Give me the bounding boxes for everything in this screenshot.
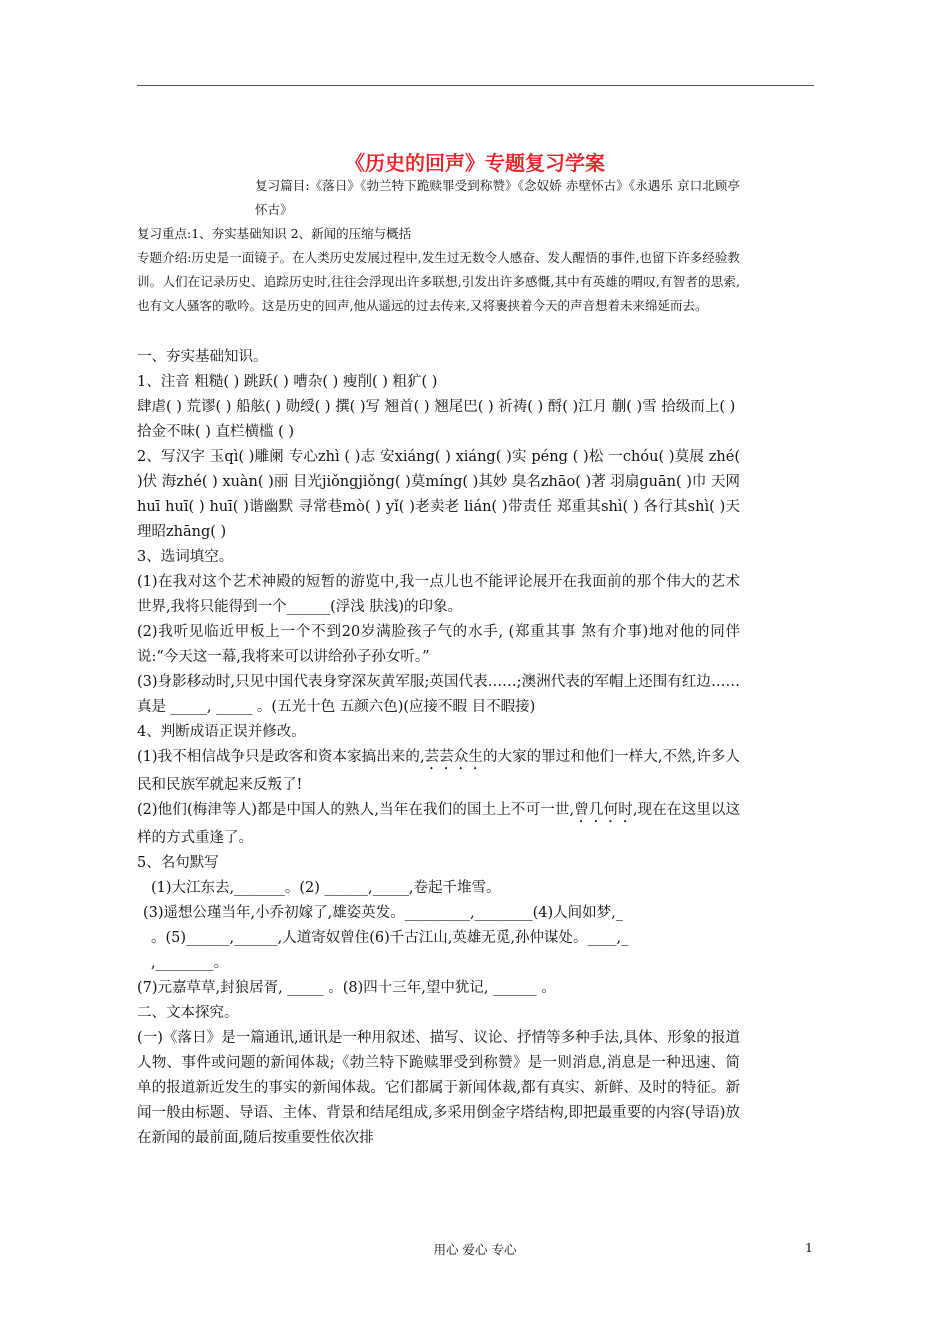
part1-heading: 一、夯实基础知识。	[137, 349, 268, 365]
q4-item1-pre: (1)我不相信战争只是政客和资本家搞出来的,	[137, 749, 425, 765]
q1-heading: 1、注音	[137, 374, 190, 390]
review-texts: 复习篇目:《落日》《勃兰特下跪赎罪受到称赞》《念奴娇 赤壁怀古》《永遇乐 京口北顾亭怀古》	[255, 178, 740, 217]
main-body	[137, 345, 740, 1151]
q4-item2-pre: (2)他们(梅津等人)都是中国人的熟人,当年在我们的国土上不可一世,	[137, 802, 575, 818]
q4-item2-idiom: 曾几何时	[574, 802, 633, 818]
part2-paragraph: (一)《落日》是一篇通讯,通讯是一种用叙述、描写、议论、抒情等多种手法,具体、形象的报道人物、事件或问题的新闻体裁;《勃兰特下跪赎罪受到称赞》是一则消息,消息是一种迅速、简单的报道新近发生的事实的新闻体裁。它们都属于新闻体裁,都有真实、新鲜、及时的特征。新闻一般由标题、导语、主体、背景和结尾组成,多采用倒金字塔结构,即把最重要的内容(导语)放在新闻的最前面,随后按重要性依次排	[137, 1030, 740, 1146]
q1-line2: 肆虐( ) 荒谬( ) 船舷( ) 勋绶( ) 撰( )写 翘首( ) 翘尾巴( ) 祈祷( ) 酹( )江月 蒯( )雪 拾级而上( )	[137, 399, 736, 415]
header-rule	[137, 85, 814, 86]
meta-section	[137, 174, 740, 318]
page-title: 《历史的回声》专题复习学案	[345, 151, 605, 175]
q4-item1-idiom: 芸芸众生	[424, 749, 483, 765]
q5-line2: (3)遥想公瑾当年,小乔初嫁了,雄姿英发。_________,________(4)人间如梦,_	[143, 905, 624, 921]
q2-text: 2、写汉字 玉qì( )雕阑 专心zhì ( )志 安xiáng( ) xiáng( )实 péng ( )松 一chóu( )莫展 zhé( )伏 海zhé( ) xuàn( )丽 目光jiǒngjiǒng( )莫míng( )其妙 臭名zhāo( )著 羽扇guān( )巾 天网huī huī( ) huī( )谐幽默 寻常巷mò( ) yǐ( )老卖老 lián( )带责任 郑重其shì( ) 各行其shì( )天理昭zhāng( )	[137, 449, 740, 540]
q3-item1: (1)在我对这个艺术神殿的短暂的游览中,我一点儿也不能评论展开在我面前的那个伟大的艺术世界,我将只能得到一个______(浮浅 肤浅)的印象。	[137, 574, 740, 615]
q4-item1	[137, 745, 740, 798]
topic-intro: 专题介绍:历史是一面镜子。在人类历史发展过程中,发生过无数令人感奋、发人醒悟的事件,也留下许多经验教训。人们在记录历史、追踪历史时,往往会浮现出许多联想,引发出许多感慨,其中有英雄的喟叹,有智者的思索,也有文人骚客的歌吟。这是历史的回声,他从遥远的过去传来,又将裹挟着今天的声音想着未来绵延而去。	[137, 250, 740, 313]
q5-line4: ,________。	[151, 955, 229, 971]
q5-line1: (1)大江东去,_______。(2) ______,_____,卷起千堆雪。	[151, 880, 501, 896]
part2-heading: 二、文本探究。	[137, 1005, 239, 1021]
q4-item2	[137, 798, 740, 851]
q3-item2: (2)我听见临近甲板上一个不到20岁满脸孩子气的水手, (郑重其事 煞有介事)地对他的同伴说:“今天这一幕,我将来可以讲给孙子孙女听。”	[137, 624, 740, 665]
key-points: 复习重点:1、夯实基础知识 2、新闻的压缩与概括	[137, 226, 412, 241]
page-number: 1	[805, 1240, 813, 1255]
q4-item1-post: 的大家的罪过和他们一样大,不然,许多人民和民族军就起来反叛了!	[137, 749, 740, 793]
q3-heading: 3、选词填空。	[137, 549, 234, 565]
q3-item3: (3)身影移动时,只见中国代表身穿深灰黄军服;英国代表……;澳洲代表的军帽上还围有红边……真是 _____, _____ 。(五光十色 五颜六色)(应接不暇 目不暇接)	[137, 674, 740, 715]
q1-items-1: 粗糙( ) 跳跃( ) 嘈杂( ) 瘦削( ) 粗犷( )	[194, 374, 438, 390]
q4-heading: 4、判断成语正误并修改。	[137, 724, 306, 740]
page-footer: 用心 爱心 专心	[433, 1242, 517, 1257]
q1-line1	[137, 370, 740, 395]
q5-heading: 5、名句默写	[137, 855, 219, 871]
q4-item2-post: ,现在在这里以这样的方式重逢了。	[137, 802, 740, 846]
q1-line3: 拾金不昧( ) 直栏横槛 ( )	[137, 424, 295, 440]
q5-line5: (7)元嘉草草,封狼居胥, _____ 。(8)四十三年,望中犹记, ______ 。	[137, 980, 556, 996]
q5-line3: 。(5)______,______,人道寄奴曾住(6)千古江山,英雄无觅,孙仲谋处。____,_	[151, 930, 629, 946]
